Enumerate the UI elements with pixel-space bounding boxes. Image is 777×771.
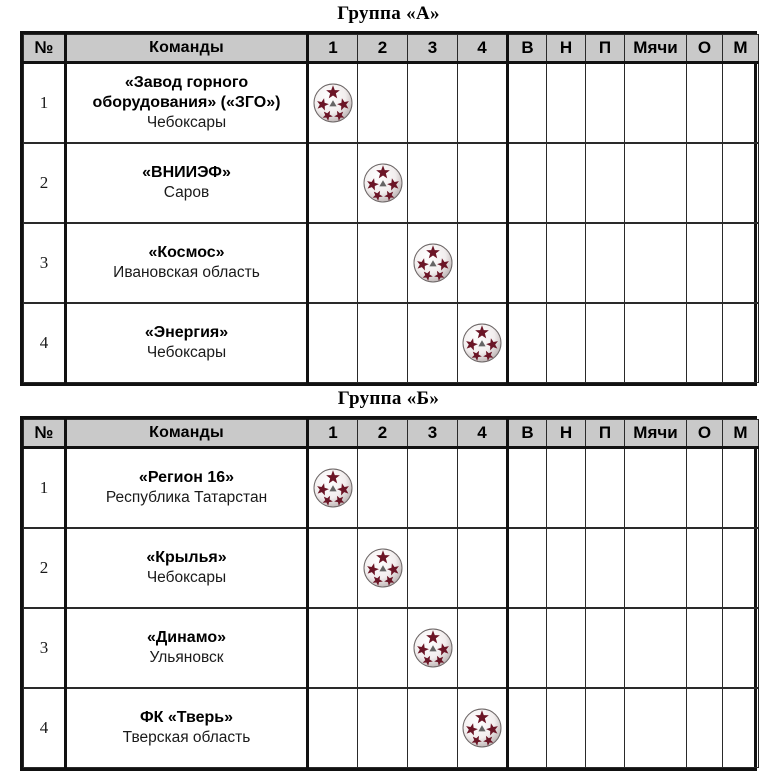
column-header-goals: Мячи bbox=[625, 35, 687, 63]
column-header-teams: Команды bbox=[66, 35, 308, 63]
standings-table-wrapper bbox=[20, 416, 757, 771]
goals-cell[interactable] bbox=[625, 143, 687, 223]
group-block-2 bbox=[0, 385, 777, 771]
team-cell bbox=[66, 688, 308, 768]
column-header-wins: В bbox=[508, 420, 547, 448]
result-cell[interactable] bbox=[458, 143, 508, 223]
soccer-ball-icon bbox=[358, 143, 408, 223]
column-header-opponent-2: 2 bbox=[358, 35, 408, 63]
column-header-points: О bbox=[687, 35, 723, 63]
result-cell[interactable] bbox=[358, 448, 408, 529]
row-number: 1 bbox=[24, 63, 66, 144]
column-header-draws: Н bbox=[547, 35, 586, 63]
losses-cell[interactable] bbox=[586, 528, 625, 608]
draws-cell[interactable] bbox=[547, 143, 586, 223]
points-cell[interactable] bbox=[687, 688, 723, 768]
column-header-number: № bbox=[24, 35, 66, 63]
team-cell bbox=[66, 143, 308, 223]
row-number: 1 bbox=[24, 448, 66, 529]
soccer-ball-icon bbox=[308, 448, 358, 529]
team-cell bbox=[66, 528, 308, 608]
team-city: Чебоксары bbox=[146, 344, 227, 361]
place-cell[interactable] bbox=[723, 688, 759, 768]
result-cell[interactable] bbox=[408, 143, 458, 223]
soccer-ball-icon bbox=[358, 528, 408, 608]
column-header-place: М bbox=[723, 420, 759, 448]
draws-cell[interactable] bbox=[547, 688, 586, 768]
column-header-opponent-1: 1 bbox=[308, 35, 358, 63]
table-row bbox=[24, 223, 759, 303]
soccer-ball-icon bbox=[308, 63, 358, 144]
goals-cell[interactable] bbox=[625, 528, 687, 608]
points-cell[interactable] bbox=[687, 63, 723, 144]
row-number: 2 bbox=[24, 528, 66, 608]
column-header-wins: В bbox=[508, 35, 547, 63]
table-row bbox=[24, 143, 759, 223]
table-header-row bbox=[24, 420, 759, 448]
team-cell bbox=[66, 608, 308, 688]
draws-cell[interactable] bbox=[547, 448, 586, 529]
row-number: 4 bbox=[24, 303, 66, 383]
table-row bbox=[24, 688, 759, 768]
team-city: Чебоксары bbox=[146, 569, 227, 586]
wins-cell[interactable] bbox=[508, 63, 547, 144]
wins-cell[interactable] bbox=[508, 688, 547, 768]
standings-table-wrapper bbox=[20, 31, 757, 386]
result-cell[interactable] bbox=[358, 608, 408, 688]
place-cell[interactable] bbox=[723, 63, 759, 144]
table-row bbox=[24, 528, 759, 608]
standings-table bbox=[23, 34, 759, 383]
row-number: 3 bbox=[24, 608, 66, 688]
column-header-opponent-4: 4 bbox=[458, 35, 508, 63]
result-cell[interactable] bbox=[408, 688, 458, 768]
place-cell[interactable] bbox=[723, 528, 759, 608]
place-cell[interactable] bbox=[723, 448, 759, 529]
result-cell[interactable] bbox=[308, 143, 358, 223]
column-header-points: О bbox=[687, 420, 723, 448]
result-cell[interactable] bbox=[308, 303, 358, 383]
column-header-opponent-2: 2 bbox=[358, 420, 408, 448]
losses-cell[interactable] bbox=[586, 303, 625, 383]
draws-cell[interactable] bbox=[547, 608, 586, 688]
column-header-place: М bbox=[723, 35, 759, 63]
losses-cell[interactable] bbox=[586, 63, 625, 144]
wins-cell[interactable] bbox=[508, 223, 547, 303]
team-name: «ВНИИЭФ» bbox=[142, 164, 231, 181]
losses-cell[interactable] bbox=[586, 223, 625, 303]
place-cell[interactable] bbox=[723, 143, 759, 223]
result-cell[interactable] bbox=[458, 528, 508, 608]
place-cell[interactable] bbox=[723, 608, 759, 688]
result-cell[interactable] bbox=[458, 448, 508, 529]
result-cell[interactable] bbox=[308, 223, 358, 303]
wins-cell[interactable] bbox=[508, 143, 547, 223]
row-number: 3 bbox=[24, 223, 66, 303]
team-cell bbox=[66, 448, 308, 529]
team-city: Республика Татарстан bbox=[105, 489, 268, 506]
column-header-teams: Команды bbox=[66, 420, 308, 448]
result-cell[interactable] bbox=[358, 688, 408, 768]
team-cell bbox=[66, 223, 308, 303]
table-row bbox=[24, 303, 759, 383]
losses-cell[interactable] bbox=[586, 608, 625, 688]
goals-cell[interactable] bbox=[625, 303, 687, 383]
losses-cell[interactable] bbox=[586, 448, 625, 529]
column-header-goals: Мячи bbox=[625, 420, 687, 448]
points-cell[interactable] bbox=[687, 143, 723, 223]
result-cell[interactable] bbox=[358, 223, 408, 303]
standings-table bbox=[23, 419, 759, 768]
table-row bbox=[24, 448, 759, 529]
team-city: Ивановская область bbox=[113, 264, 260, 281]
column-header-opponent-4: 4 bbox=[458, 420, 508, 448]
team-name: «Завод горного оборудования» («ЗГО») bbox=[92, 74, 281, 111]
goals-cell[interactable] bbox=[625, 688, 687, 768]
wins-cell[interactable] bbox=[508, 608, 547, 688]
row-number: 2 bbox=[24, 143, 66, 223]
draws-cell[interactable] bbox=[547, 528, 586, 608]
result-cell[interactable] bbox=[408, 303, 458, 383]
draws-cell[interactable] bbox=[547, 223, 586, 303]
team-cell bbox=[66, 63, 308, 144]
result-cell[interactable] bbox=[358, 303, 408, 383]
result-cell[interactable] bbox=[458, 223, 508, 303]
result-cell[interactable] bbox=[408, 63, 458, 144]
result-cell[interactable] bbox=[308, 608, 358, 688]
soccer-ball-icon bbox=[458, 688, 508, 768]
result-cell[interactable] bbox=[358, 63, 408, 144]
wins-cell[interactable] bbox=[508, 303, 547, 383]
team-city: Саров bbox=[163, 184, 210, 201]
team-name: «Регион 16» bbox=[138, 469, 235, 486]
group-title: Группа «Б» bbox=[337, 388, 440, 409]
result-cell[interactable] bbox=[408, 448, 458, 529]
place-cell[interactable] bbox=[723, 303, 759, 383]
soccer-ball-icon bbox=[408, 608, 458, 688]
column-header-opponent-1: 1 bbox=[308, 420, 358, 448]
result-cell[interactable] bbox=[458, 608, 508, 688]
draws-cell[interactable] bbox=[547, 63, 586, 144]
group-title: Группа «А» bbox=[337, 3, 440, 24]
goals-cell[interactable] bbox=[625, 63, 687, 144]
result-cell[interactable] bbox=[308, 688, 358, 768]
table-header-row bbox=[24, 35, 759, 63]
column-header-number: № bbox=[24, 420, 66, 448]
wins-cell[interactable] bbox=[508, 448, 547, 529]
points-cell[interactable] bbox=[687, 608, 723, 688]
result-cell[interactable] bbox=[458, 63, 508, 144]
team-city: Чебоксары bbox=[146, 114, 227, 131]
goals-cell[interactable] bbox=[625, 608, 687, 688]
table-row bbox=[24, 63, 759, 144]
goals-cell[interactable] bbox=[625, 223, 687, 303]
column-header-opponent-3: 3 bbox=[408, 420, 458, 448]
result-cell[interactable] bbox=[408, 528, 458, 608]
points-cell[interactable] bbox=[687, 303, 723, 383]
soccer-ball-icon bbox=[458, 303, 508, 383]
losses-cell[interactable] bbox=[586, 143, 625, 223]
team-name: «Энергия» bbox=[144, 324, 229, 341]
row-number: 4 bbox=[24, 688, 66, 768]
team-name: «Крылья» bbox=[146, 549, 227, 566]
points-cell[interactable] bbox=[687, 223, 723, 303]
table-row bbox=[24, 608, 759, 688]
column-header-opponent-3: 3 bbox=[408, 35, 458, 63]
goals-cell[interactable] bbox=[625, 448, 687, 529]
team-name: «Космос» bbox=[148, 244, 225, 261]
team-city: Ульяновск bbox=[149, 649, 224, 666]
points-cell[interactable] bbox=[687, 448, 723, 529]
soccer-ball-icon bbox=[408, 223, 458, 303]
result-cell[interactable] bbox=[308, 528, 358, 608]
team-city: Тверская область bbox=[122, 729, 251, 746]
team-cell bbox=[66, 303, 308, 383]
wins-cell[interactable] bbox=[508, 528, 547, 608]
column-header-losses: П bbox=[586, 35, 625, 63]
column-header-draws: Н bbox=[547, 420, 586, 448]
place-cell[interactable] bbox=[723, 223, 759, 303]
column-header-losses: П bbox=[586, 420, 625, 448]
losses-cell[interactable] bbox=[586, 688, 625, 768]
draws-cell[interactable] bbox=[547, 303, 586, 383]
team-name: «Динамо» bbox=[147, 629, 226, 646]
team-name: ФК «Тверь» bbox=[140, 709, 233, 726]
points-cell[interactable] bbox=[687, 528, 723, 608]
